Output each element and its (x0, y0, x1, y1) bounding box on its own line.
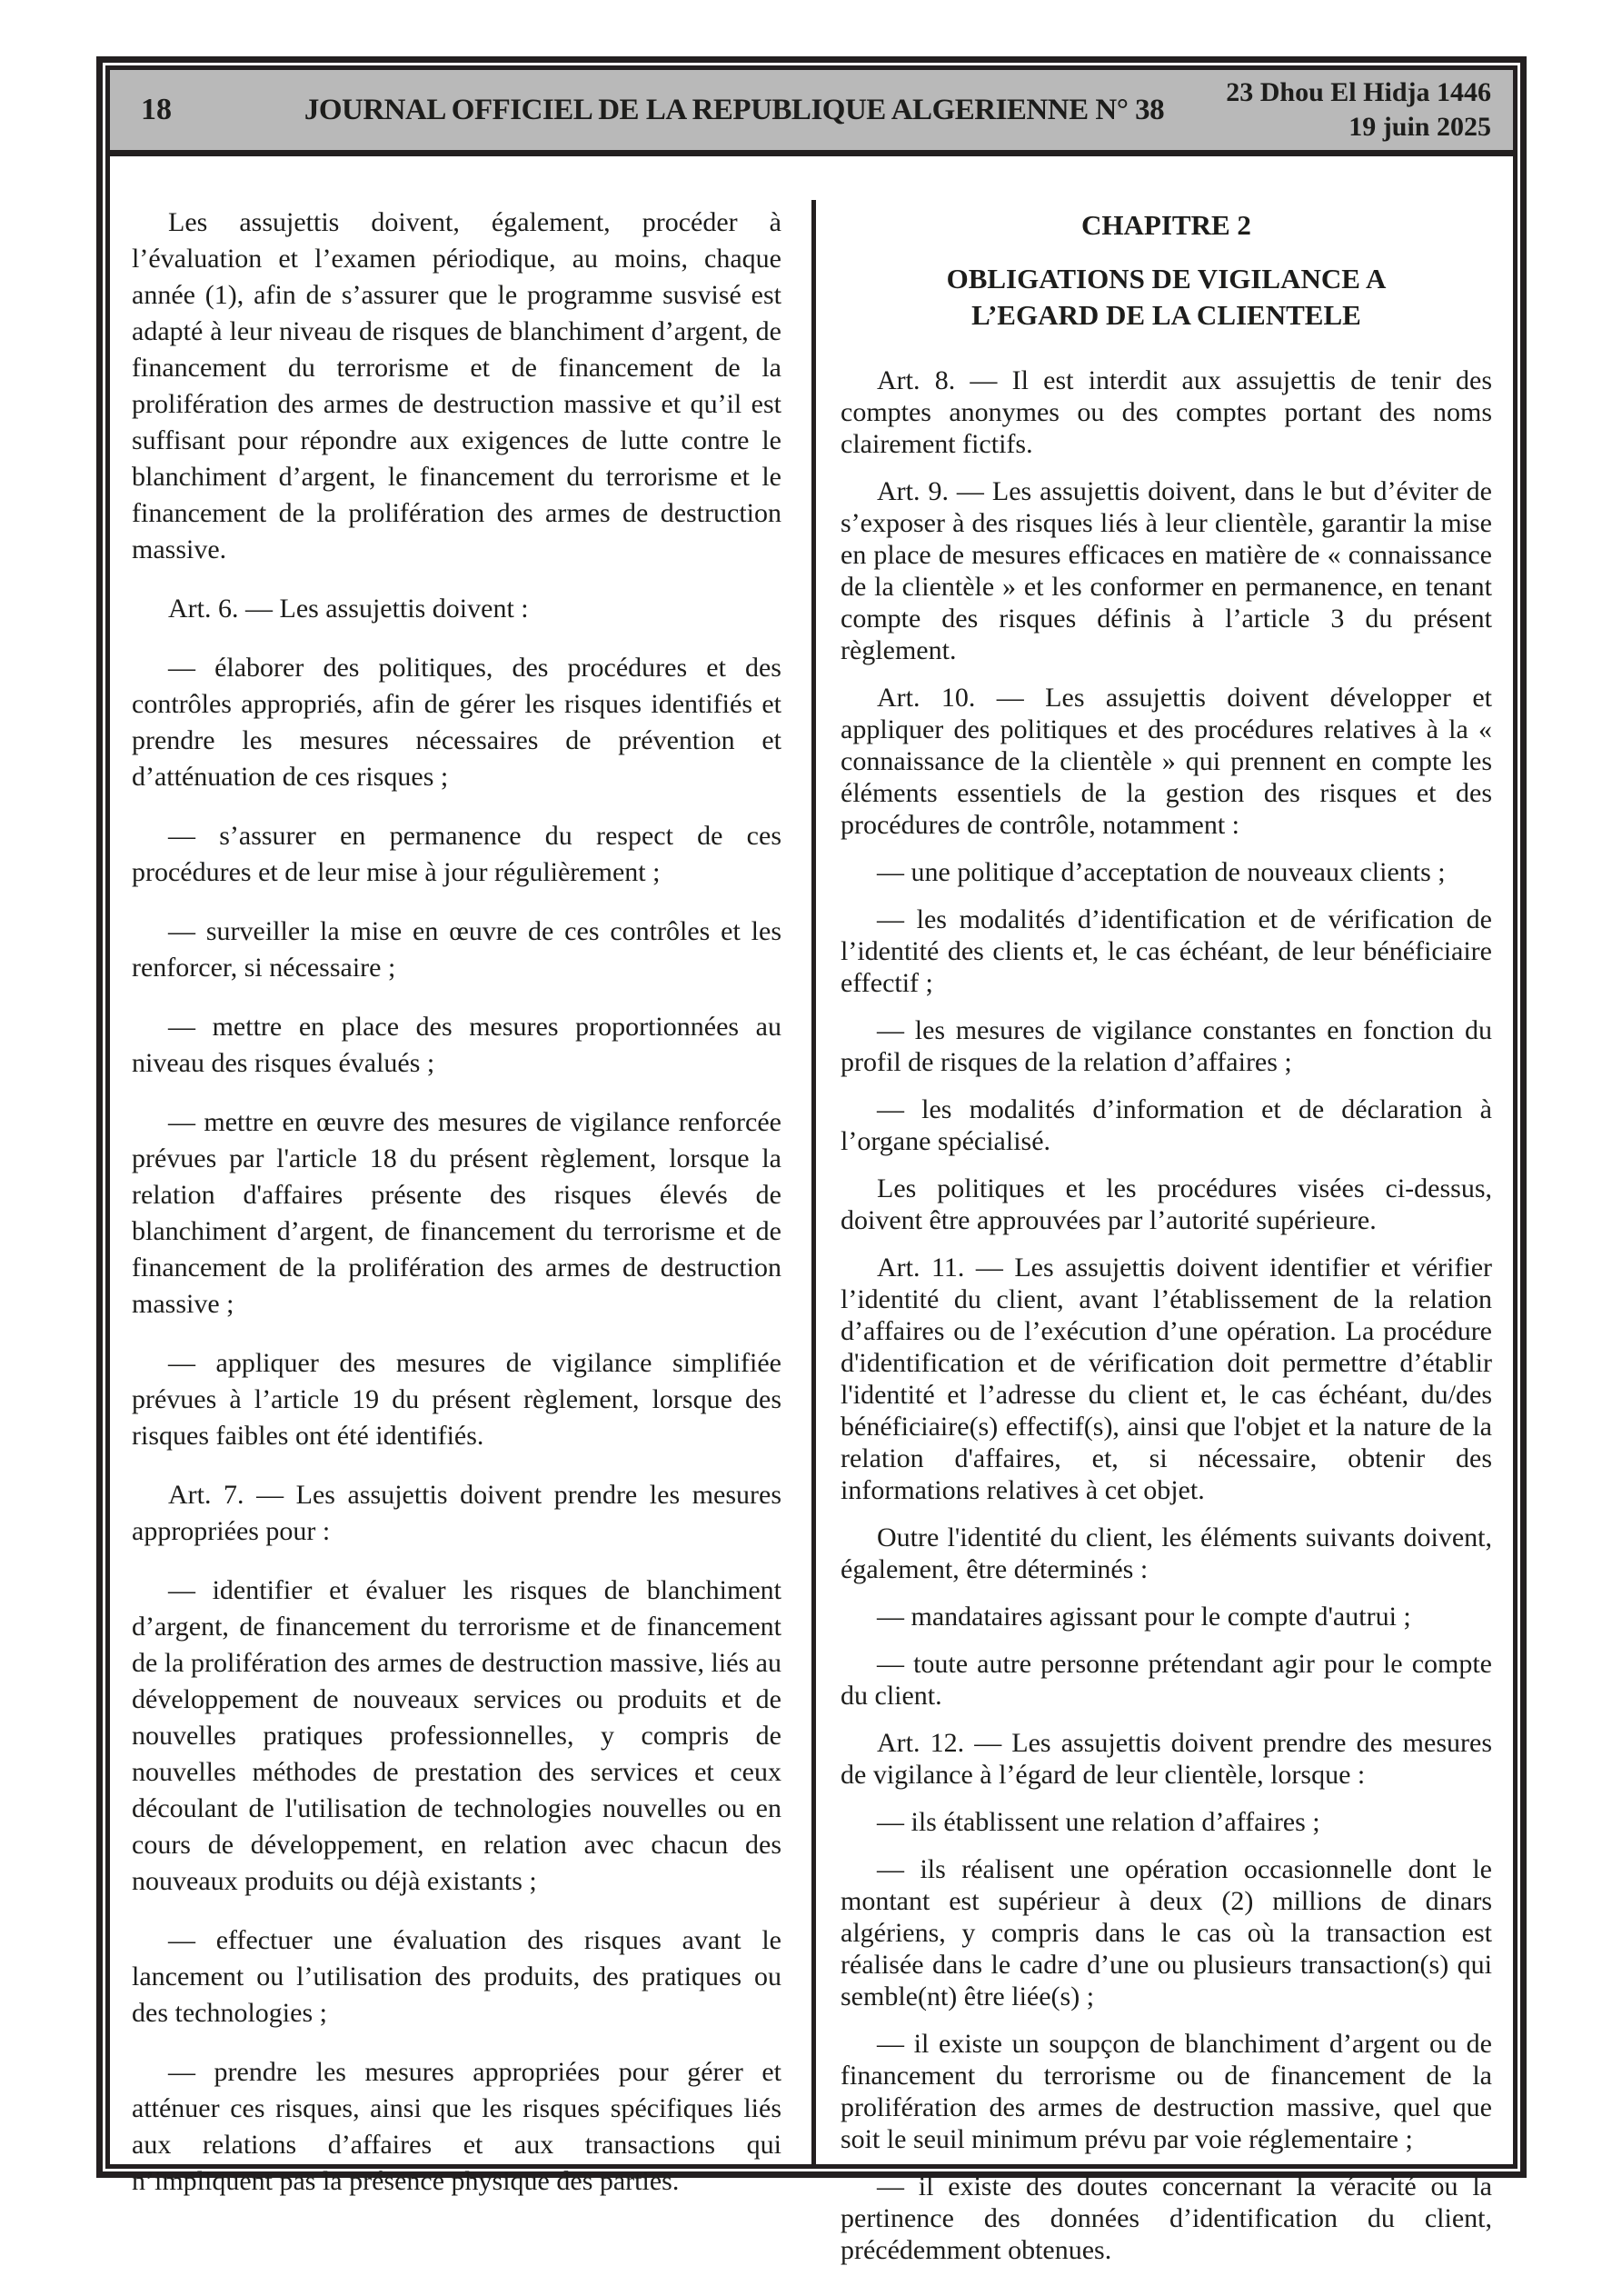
paragraph: — les mesures de vigilance constantes en fonction du profil de risques de la relation d’affaires ; (841, 1015, 1492, 1077)
paragraph: — identifier et évaluer les risques de blanchiment d’argent, de financement du terrorisme et de financement de la prolifération des armes de destruction massive, liés au développement de nouveaux services ou produits et de nouvelles pratiques professionnelles, y compris de nouvelles méthodes de prestation des services et ceux découlant de l'utilisation de technologies nouvelles ou en cours de développement, en relation avec chacun des nouveaux produits ou déjà existants ; (132, 1575, 781, 1896)
paragraph: — s’assurer en permanence du respect de ces procédures et de leur mise à jour régulièrement ; (132, 821, 781, 887)
paragraph: Les politiques et les procédures visées ci-dessus, doivent être approuvées par l’autorité supérieure. (841, 1173, 1492, 1235)
paragraph: Outre l'identité du client, les éléments suivants doivent, également, être déterminés : (841, 1522, 1492, 1584)
page-content (110, 156, 1513, 2265)
left-column (110, 156, 811, 2196)
date-hijri: 23 Dhou El Hidja 1446 (1226, 77, 1491, 107)
paragraph: — élaborer des politiques, des procédures et des contrôles appropriés, afin de gérer les risques identifiés et prendre les mesures nécessaires de prévention et d’atténuation de ces risques ; (132, 653, 781, 792)
paragraph: — les modalités d’identification et de vérification de l’identité des clients et, le cas échéant, de leur bénéficiaire effectif ; (841, 904, 1492, 998)
paragraph: — appliquer des mesures de vigilance simplifiée prévues à l’article 19 du présent règlement, lorsque des risques faibles ont été identifiés. (132, 1348, 781, 1451)
paragraph: — ils réalisent une opération occasionnelle dont le montant est supérieur à deux (2) millions de dinars algériens, y compris dans le cas où la transaction est réalisée dans le cadre d’une ou plusieurs transaction(s) qui semble(nt) être liée(s) ; (841, 1854, 1492, 2011)
paragraph: — il existe des doutes concernant la véracité ou la pertinence des données d’identification du client, précédemment obtenues. (841, 2171, 1492, 2265)
paragraph: Les assujettis doivent, également, procéder à l’évaluation et l’examen périodique, au moins, chaque année (1), afin de s’assurer que le programme susvisé est adapté à leur niveau de risques de blanchiment d’argent, de financement du terrorisme et de financement de la prolifération des armes de destruction massive et qu’il est suffisant pour répondre aux exigences de lutte contre le blanchiment d’argent, le financement du terrorisme et le financement de la prolifération des armes de destruction massive. (132, 207, 781, 564)
paragraph: — surveiller la mise en œuvre de ces contrôles et les renforcer, si nécessaire ; (132, 916, 781, 983)
chapter-label: CHAPITRE 2 (1081, 209, 1251, 241)
paragraph: Art. 9. — Les assujettis doivent, dans le but d’éviter de s’exposer à des risques liés à leur clientèle, garantir la mise en place de mesures efficaces en matière de « connaissance de la clientèle » et les conformer en permanence, en tenant compte des risques définis à l’article 3 du présent règlement. (841, 476, 1492, 665)
paragraph: — il existe un soupçon de blanchiment d’argent ou de financement du terrorisme ou de financement de la prolifération des armes de destruction massive, quel que soit le seuil minimum prévu par voie réglementaire ; (841, 2029, 1492, 2154)
journal-title: JOURNAL OFFICIEL DE LA REPUBLIQUE ALGERIENNE N° 38 (304, 93, 1165, 126)
chapter-title: OBLIGATIONS DE VIGILANCE A L’EGARD DE LA CLIENTELE (946, 263, 1387, 331)
paragraph: — les modalités d’information et de déclaration à l’organe spécialisé. (841, 1094, 1492, 1156)
paragraph: — ils établissent une relation d’affaires ; (877, 1807, 1320, 1837)
paragraph: Art. 11. — Les assujettis doivent identifier et vérifier l’identité du client, avant l’établissement de la relation d’affaires ou de l’exécution d’une opération. La procédure d'identification et de vérification doit permettre d’établir l'identité et l’adresse du client et, le cas échéant, du/des bénéficiaire(s) effectif(s), ainsi que l'objet et la nature de la relation d'affaires, et, si nécessaire, obtenir des informations relatives à cet objet. (841, 1253, 1492, 1505)
paragraph: Art. 12. — Les assujettis doivent prendre des mesures de vigilance à l’égard de leur clientèle, lorsque : (841, 1728, 1492, 1790)
date-gregorian: 19 juin 2025 (1348, 112, 1491, 142)
paragraph: — mettre en place des mesures proportionnées au niveau des risques évalués ; (132, 1012, 781, 1078)
paragraph: Art. 10. — Les assujettis doivent développer et appliquer des politiques et des procédures relatives à la « connaissance de la clientèle » qui prennent en compte les éléments essentiels de la gestion des risques et des procédures de contrôle, notamment : (841, 683, 1492, 840)
header-band (110, 70, 1513, 156)
paragraph: Art. 7. — Les assujettis doivent prendre les mesures appropriées pour : (132, 1480, 781, 1546)
page-number: 18 (141, 93, 172, 126)
paragraph: — prendre les mesures appropriées pour gérer et atténuer ces risques, ainsi que les risques spécifiques liés aux relations d’affaires et aux transactions qui n’impliquent pas la présence physique des parties. (132, 2057, 781, 2196)
paragraph: — effectuer une évaluation des risques avant le lancement ou l’utilisation des produits, des pratiques ou des technologies ; (132, 1925, 781, 2028)
paragraph: — une politique d’acceptation de nouveaux clients ; (877, 857, 1446, 887)
paragraph: Art. 8. — Il est interdit aux assujettis de tenir des comptes anonymes ou des comptes portant des noms clairement fictifs. (841, 365, 1492, 459)
right-column (816, 156, 1513, 2265)
page-inner-frame (105, 65, 1518, 2265)
paragraph: — mandataires agissant pour le compte d'autrui ; (877, 1602, 1411, 1632)
paragraph: Art. 6. — Les assujettis doivent : (168, 594, 529, 624)
paragraph: — toute autre personne prétendant agir pour le compte du client. (841, 1649, 1492, 1711)
header-dates (1191, 75, 1491, 145)
page-frame (96, 56, 1527, 2265)
paragraph: — mettre en œuvre des mesures de vigilance renforcée prévues par l'article 18 du présent règlement, lorsque la relation d'affaires présente des risques élevés de blanchiment d’argent, de financement du terrorisme et de financement de la prolifération des armes de destruction massive ; (132, 1107, 781, 1319)
